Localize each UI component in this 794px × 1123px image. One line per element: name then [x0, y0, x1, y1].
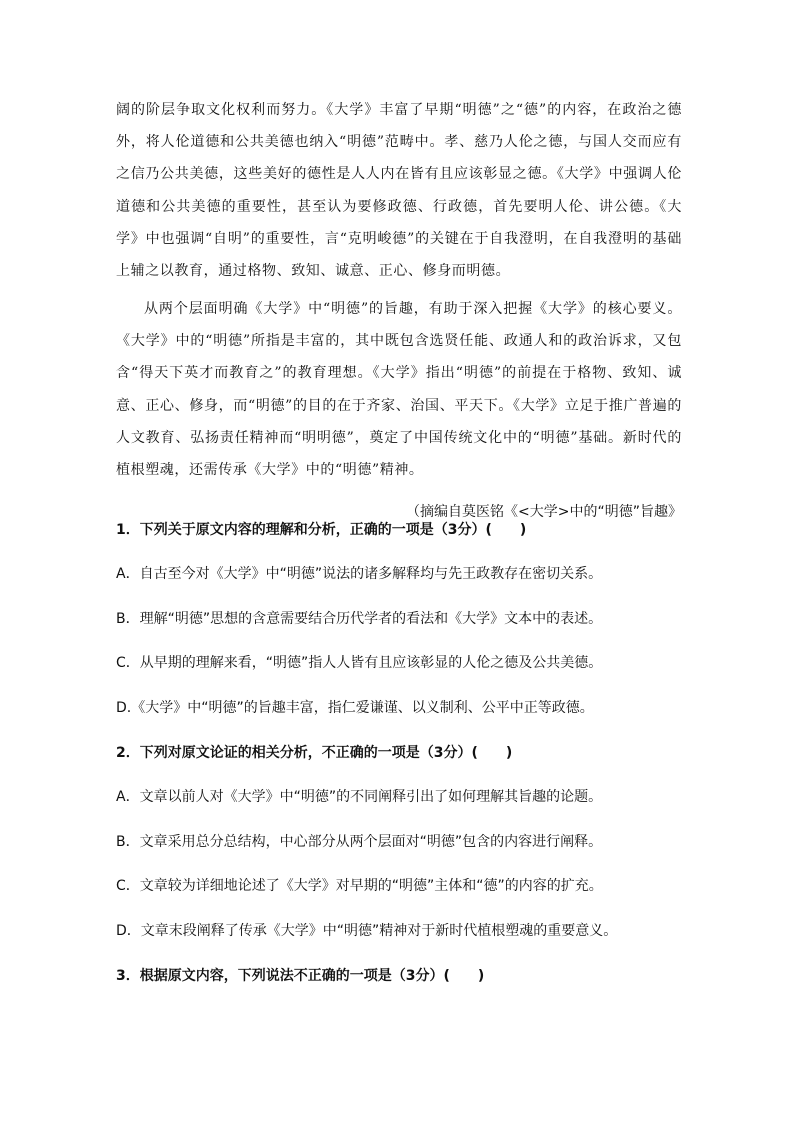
- source-citation: （摘编自莫医铭《<大学>中的“明德”旨趣》: [406, 504, 682, 520]
- question-stem: 2．下列对原文论证的相关分析，不正确的一项是（3分）( ): [116, 745, 513, 761]
- answer-option: B．文章采用总分总结构，中心部分从两个层面对“明德”包含的内容进行阐释。: [116, 834, 603, 850]
- question-stem: 1．下列关于原文内容的理解和分析，正确的一项是（3分）( ): [116, 522, 527, 538]
- answer-option: D．文章末段阐释了传承《大学》中“明德”精神对于新时代植根塑魂的重要意义。: [116, 923, 618, 939]
- answer-option: D.《大学》中“明德”的旨趣丰富，指仁爱谦谨、以义制利、公平中正等政德。: [116, 700, 594, 716]
- answer-option: C．文章较为详细地论述了《大学》对早期的“明德”主体和“德”的内容的扩充。: [116, 878, 603, 894]
- answer-option: A．自古至今对《大学》中“明德”说法的诸多解释均与先王政教存在密切关系。: [116, 566, 603, 582]
- passage-paragraph: 阔的阶层争取文化权利而努力。《大学》丰富了早期“明德”之“德”的内容，在政治之德外，将人伦道德和公共美德也纳入“明德”范畴中。孝、慈乃人伦之德，与国人交而应有之信乃公共美德，这些美好的德性是人人内在皆有且应该彰显之德。《大学》中强调人伦道德和公共美德的重要性，甚至认为要修政德、行政德，首先要明人伦、讲公德。《大学》中也强调“自明”的重要性，言“克明峻德”的关键在于自我澄明，在自我澄明的基础上辅之以教育，通过格物、致知、诚意、正心、修身而明德。: [116, 102, 682, 280]
- answer-option: A．文章以前人对《大学》中“明德”的不同阐释引出了如何理解其旨趣的论题。: [116, 789, 603, 805]
- answer-option: C．从早期的理解来看，“明德”指人人皆有且应该彰显的人伦之德及公共美德。: [116, 655, 603, 671]
- question-stem: 3．根据原文内容，下列说法不正确的一项是（3分）( ): [116, 968, 485, 984]
- passage-paragraph: 从两个层面明确《大学》中“明德”的旨趣，有助于深入把握《大学》的核心要义。《大学》中的“明德”所指是丰富的，其中既包含选贤任能、政通人和的政治诉求，又包含“得天下英才而教育之”的教育理想。《大学》指出“明德”的前提在于格物、致知、诚意、正心、修身，而“明德”的目的在于齐家、治国、平天下。《大学》立足于推广普遍的人文教育、弘扬责任精神而“明明德”，奠定了中国传统文化中的“明德”基础。新时代的植根塑魂，还需传承《大学》中的“明德”精神。: [116, 301, 682, 479]
- answer-option: B．理解“明德”思想的含意需要结合历代学者的看法和《大学》文本中的表述。: [116, 611, 603, 627]
